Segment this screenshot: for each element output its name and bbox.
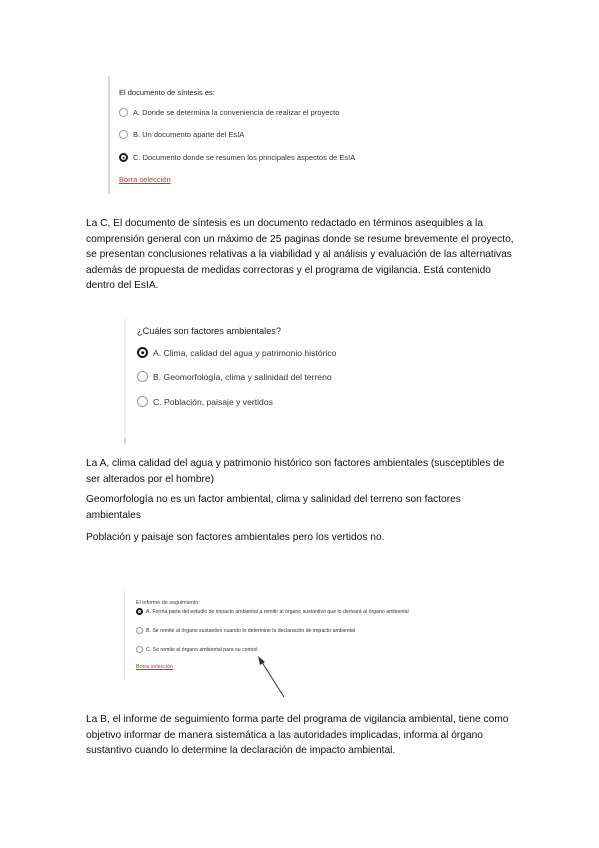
option-label: A. Forma parte del estudio de impacto ambiental a remitir al órgano sustantivo que lo derivará al órgano ambiental bbox=[146, 608, 409, 615]
option-b[interactable] bbox=[137, 371, 332, 382]
radio-checked-icon[interactable] bbox=[119, 153, 128, 162]
option-a[interactable] bbox=[137, 347, 336, 358]
option-label: B. Geomorfología, clima y salinidad del terreno bbox=[153, 371, 332, 382]
option-label: A. Donde se determina la conveniencia de realizar el proyecto bbox=[133, 108, 340, 117]
radio-checked-icon[interactable] bbox=[137, 347, 148, 358]
clear-selection-link[interactable]: Borra selección bbox=[136, 664, 174, 670]
quiz-screenshot-2 bbox=[124, 318, 374, 446]
quiz-screenshot-3 bbox=[124, 590, 484, 680]
option-b[interactable] bbox=[136, 627, 355, 634]
option-c[interactable] bbox=[119, 153, 355, 162]
option-label: C. Documento donde se resumen los principales aspectos de EsIA bbox=[133, 153, 356, 162]
quiz-screenshot-1 bbox=[108, 76, 378, 194]
radio-unchecked-icon[interactable] bbox=[119, 130, 128, 139]
radio-unchecked-icon[interactable] bbox=[137, 371, 148, 382]
question-title: El documento de síntesis es: bbox=[119, 88, 215, 97]
option-a[interactable] bbox=[136, 608, 409, 615]
radio-unchecked-icon[interactable] bbox=[137, 396, 148, 407]
clear-selection-link[interactable]: Borra selección bbox=[119, 175, 171, 184]
scroll-mark bbox=[124, 439, 126, 443]
option-label: B. Un documento aparte del EsIA bbox=[133, 130, 245, 139]
option-label: A. Clima, calidad del agua y patrimonio histórico bbox=[153, 347, 337, 358]
left-border bbox=[108, 76, 110, 194]
radio-unchecked-icon[interactable] bbox=[136, 627, 143, 634]
option-label: C. Se remite al órgano ambiental para su control bbox=[146, 646, 258, 653]
option-a[interactable] bbox=[119, 108, 339, 117]
radio-unchecked-icon[interactable] bbox=[119, 108, 128, 117]
answer-paragraph-2: La A, clima calidad del agua y patrimonio histórico son factores ambientales (susceptibles de ser alterados por el hombre) bbox=[86, 458, 505, 485]
left-border bbox=[124, 590, 125, 680]
left-border bbox=[124, 318, 126, 446]
answer-paragraph-3: Geomorfología no es un factor ambiental, clima y salinidad del terreno son factores ambientales bbox=[86, 494, 461, 521]
answer-paragraph-5: La B, el informe de seguimiento forma parte del programa de vigilancia ambiental, tiene como objetivo informar de manera sistemática a las autoridades implicadas, informa al órgano sustantivo cuando lo determine la declaración de impacto ambiental. bbox=[86, 714, 509, 756]
arrow-annotation-icon bbox=[250, 650, 300, 705]
radio-checked-icon[interactable] bbox=[136, 608, 143, 615]
option-b[interactable] bbox=[119, 130, 244, 139]
option-label: C. Población, paisaje y vertidos bbox=[153, 396, 273, 407]
option-label: B. Se remite al órgano sustantivo cuando lo determine la declaración de impacto ambiental bbox=[146, 627, 356, 634]
question-title: ¿Cuáles son factores ambientales? bbox=[137, 326, 282, 336]
answer-paragraph-4: Población y paisaje son factores ambientales pero los vertidos no. bbox=[86, 532, 385, 543]
radio-unchecked-icon[interactable] bbox=[136, 646, 143, 653]
answer-paragraph-1: La C, El documento de síntesis es un documento redactado en términos asequibles a la comprensión general con un máximo de 25 paginas donde se resume brevemente el proyecto, se presentan conclusiones relativas a la viabilidad y al análisis y evaluación de las alternativas además de propuesta de medidas correctoras y el programa de vigilancia. Está contenido dentro del EsIA. bbox=[86, 218, 514, 291]
option-c[interactable] bbox=[137, 396, 273, 407]
question-title: El informe de seguimiento: bbox=[136, 600, 200, 606]
option-c[interactable] bbox=[136, 646, 258, 653]
